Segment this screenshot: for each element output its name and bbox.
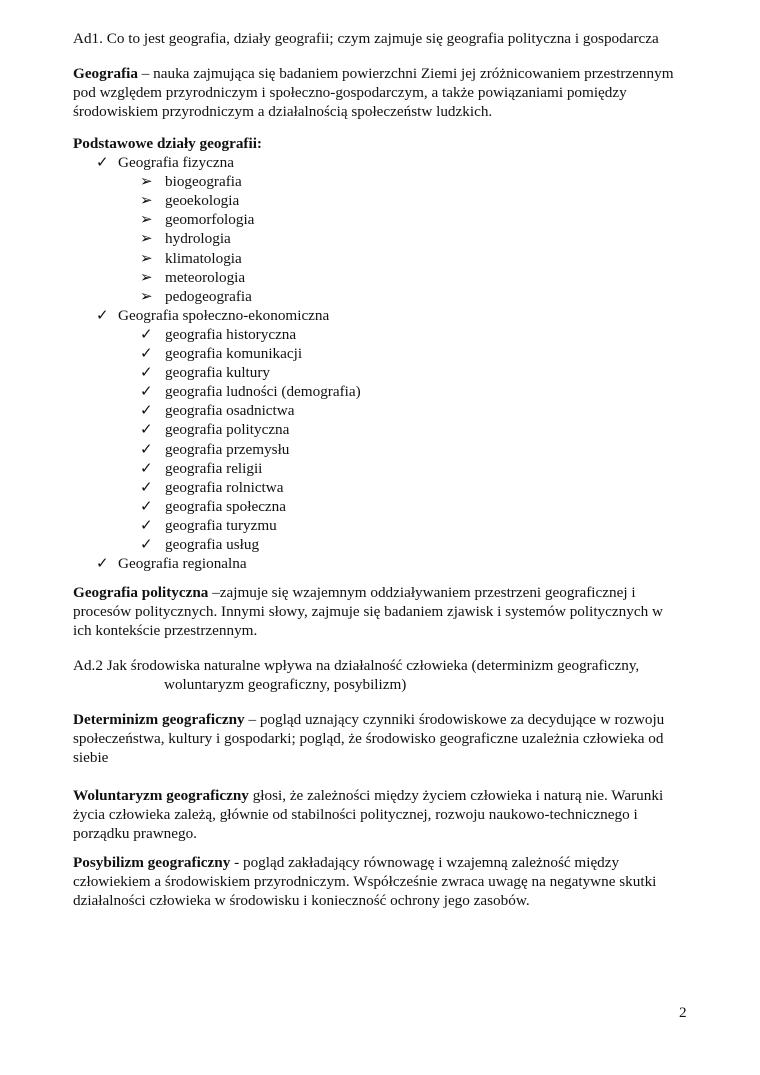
list-item-level2: geografia rolnictwa <box>165 478 284 496</box>
def-line: siebie <box>73 749 109 766</box>
checkmark-icon: ✓ <box>140 364 153 382</box>
checkmark-icon: ✓ <box>140 345 153 362</box>
def-line: życia człowieka zależą, głównie od stabilności politycznej, rozwoju naukowo-technicznego i <box>73 806 638 823</box>
checkmark-icon: ✓ <box>96 154 109 171</box>
arrow-bullet-icon: ➢ <box>140 249 153 267</box>
list-item-level2: geografia kultury <box>165 364 271 382</box>
list-item-level1: Geografia regionalna <box>118 555 247 573</box>
def-line: porządku prawnego. <box>73 825 197 842</box>
list-item-level2: klimatologia <box>165 249 242 267</box>
term: Determinizm geograficzny <box>73 711 245 728</box>
list-item-level2: geografia turyzmu <box>165 516 277 534</box>
list-item-level2: geografia ludności (demografia) <box>165 383 361 401</box>
list-item-level2: geografia osadnictwa <box>165 402 295 420</box>
checkmark-icon: ✓ <box>140 421 153 439</box>
list-item-level2: pedogeografia <box>165 287 252 305</box>
def-text: –zajmuje się wzajemnym oddziaływaniem przestrzeni geograficznej i <box>208 584 636 601</box>
term: Geografia <box>73 65 138 82</box>
arrow-bullet-icon: ➢ <box>140 230 153 248</box>
list-item-level2: hydrologia <box>165 230 231 248</box>
list-item-level2: geografia usług <box>165 536 260 553</box>
checkmark-icon: ✓ <box>140 536 153 553</box>
checkmark-icon: ✓ <box>140 478 153 496</box>
checkmark-icon: ✓ <box>140 383 153 401</box>
term: Posybilizm geograficzny <box>73 854 231 871</box>
list-item-level2: geografia religii <box>165 459 263 477</box>
branches-title: Podstawowe działy geografii: <box>73 135 262 152</box>
arrow-bullet-icon: ➢ <box>140 173 153 191</box>
checkmark-icon: ✓ <box>140 325 153 343</box>
def-line: procesów politycznych. Innymi słowy, zajmuje się badaniem zjawisk i systemów politycznych w <box>73 603 663 620</box>
list-item-level2: geografia społeczna <box>165 497 287 515</box>
heading-ad1: Ad1. Co to jest geografia, działy geografii; czym zajmuje się geografia polityczna i gospodarcza <box>73 30 659 47</box>
checkmark-icon: ✓ <box>140 516 153 534</box>
def-text: głosi, że zależności między życiem człowieka i naturą nie. Warunki <box>248 787 664 804</box>
def-line <box>73 853 619 872</box>
page-number: 2 <box>679 1004 687 1021</box>
checkmark-icon: ✓ <box>96 555 109 573</box>
def-line <box>73 786 663 805</box>
list-item-level2: geografia komunikacji <box>165 345 303 362</box>
list-item-level2: geografia historyczna <box>165 325 297 343</box>
def-line: środowiskiem przyrodniczym a działalnością społeczeństw ludzkich. <box>73 103 493 120</box>
term: Geografia polityczna <box>73 584 209 601</box>
def-line: ich kontekście przestrzennym. <box>73 622 258 639</box>
def-line: człowiekiem a środowiskiem przyrodniczym. Współcześnie zwraca uwagę na negatywne skutki <box>73 873 657 890</box>
list-item-level1: Geografia społeczno-ekonomiczna <box>118 306 330 324</box>
list-item-level2: biogeografia <box>165 173 242 191</box>
arrow-bullet-icon: ➢ <box>140 287 153 305</box>
list-item-level2: geografia polityczna <box>165 421 290 439</box>
heading-line: woluntaryzm geograficzny, posybilizm) <box>164 676 407 693</box>
checkmark-icon: ✓ <box>140 497 153 515</box>
def-text: – pogląd uznający czynniki środowiskowe za decydujące w rozwoju <box>244 711 665 728</box>
checkmark-icon: ✓ <box>140 459 153 477</box>
def-text: - pogląd zakładający równowagę i wzajemną zależność między <box>230 854 620 871</box>
arrow-bullet-icon: ➢ <box>140 211 153 229</box>
checkmark-icon: ✓ <box>140 440 153 458</box>
arrow-bullet-icon: ➢ <box>140 192 153 210</box>
list-item-level2: geoekologia <box>165 192 240 210</box>
list-item-level2: geomorfologia <box>165 211 255 229</box>
def-line: działalności człowieka w środowisku i konieczność ochrony jego zasobów. <box>73 892 530 909</box>
checkmark-icon: ✓ <box>140 402 153 420</box>
def-line <box>73 64 674 83</box>
def-text: – nauka zajmująca się badaniem powierzchni Ziemi jej zróżnicowaniem przestrzennym <box>137 65 674 82</box>
arrow-bullet-icon: ➢ <box>140 268 153 286</box>
def-line <box>73 710 664 729</box>
list-item-level2: meteorologia <box>165 268 246 286</box>
term: Woluntaryzm geograficzny <box>73 787 249 804</box>
def-line <box>73 583 636 602</box>
def-line: społeczeństwa, kultury i gospodarki; pogląd, że środowisko geograficzne uzależnia człowieka od <box>73 730 664 747</box>
list-item-level1: Geografia fizyczna <box>118 154 234 171</box>
list-item-level2: geografia przemysłu <box>165 440 290 458</box>
checkmark-icon: ✓ <box>96 306 109 324</box>
def-line: pod względem przyrodniczym i społeczno-gospodarczym, a także powiązaniami pomiędzy <box>73 84 627 101</box>
heading-line: Ad.2 Jak środowiska naturalne wpływa na działalność człowieka (determinizm geograficzny, <box>73 657 640 674</box>
